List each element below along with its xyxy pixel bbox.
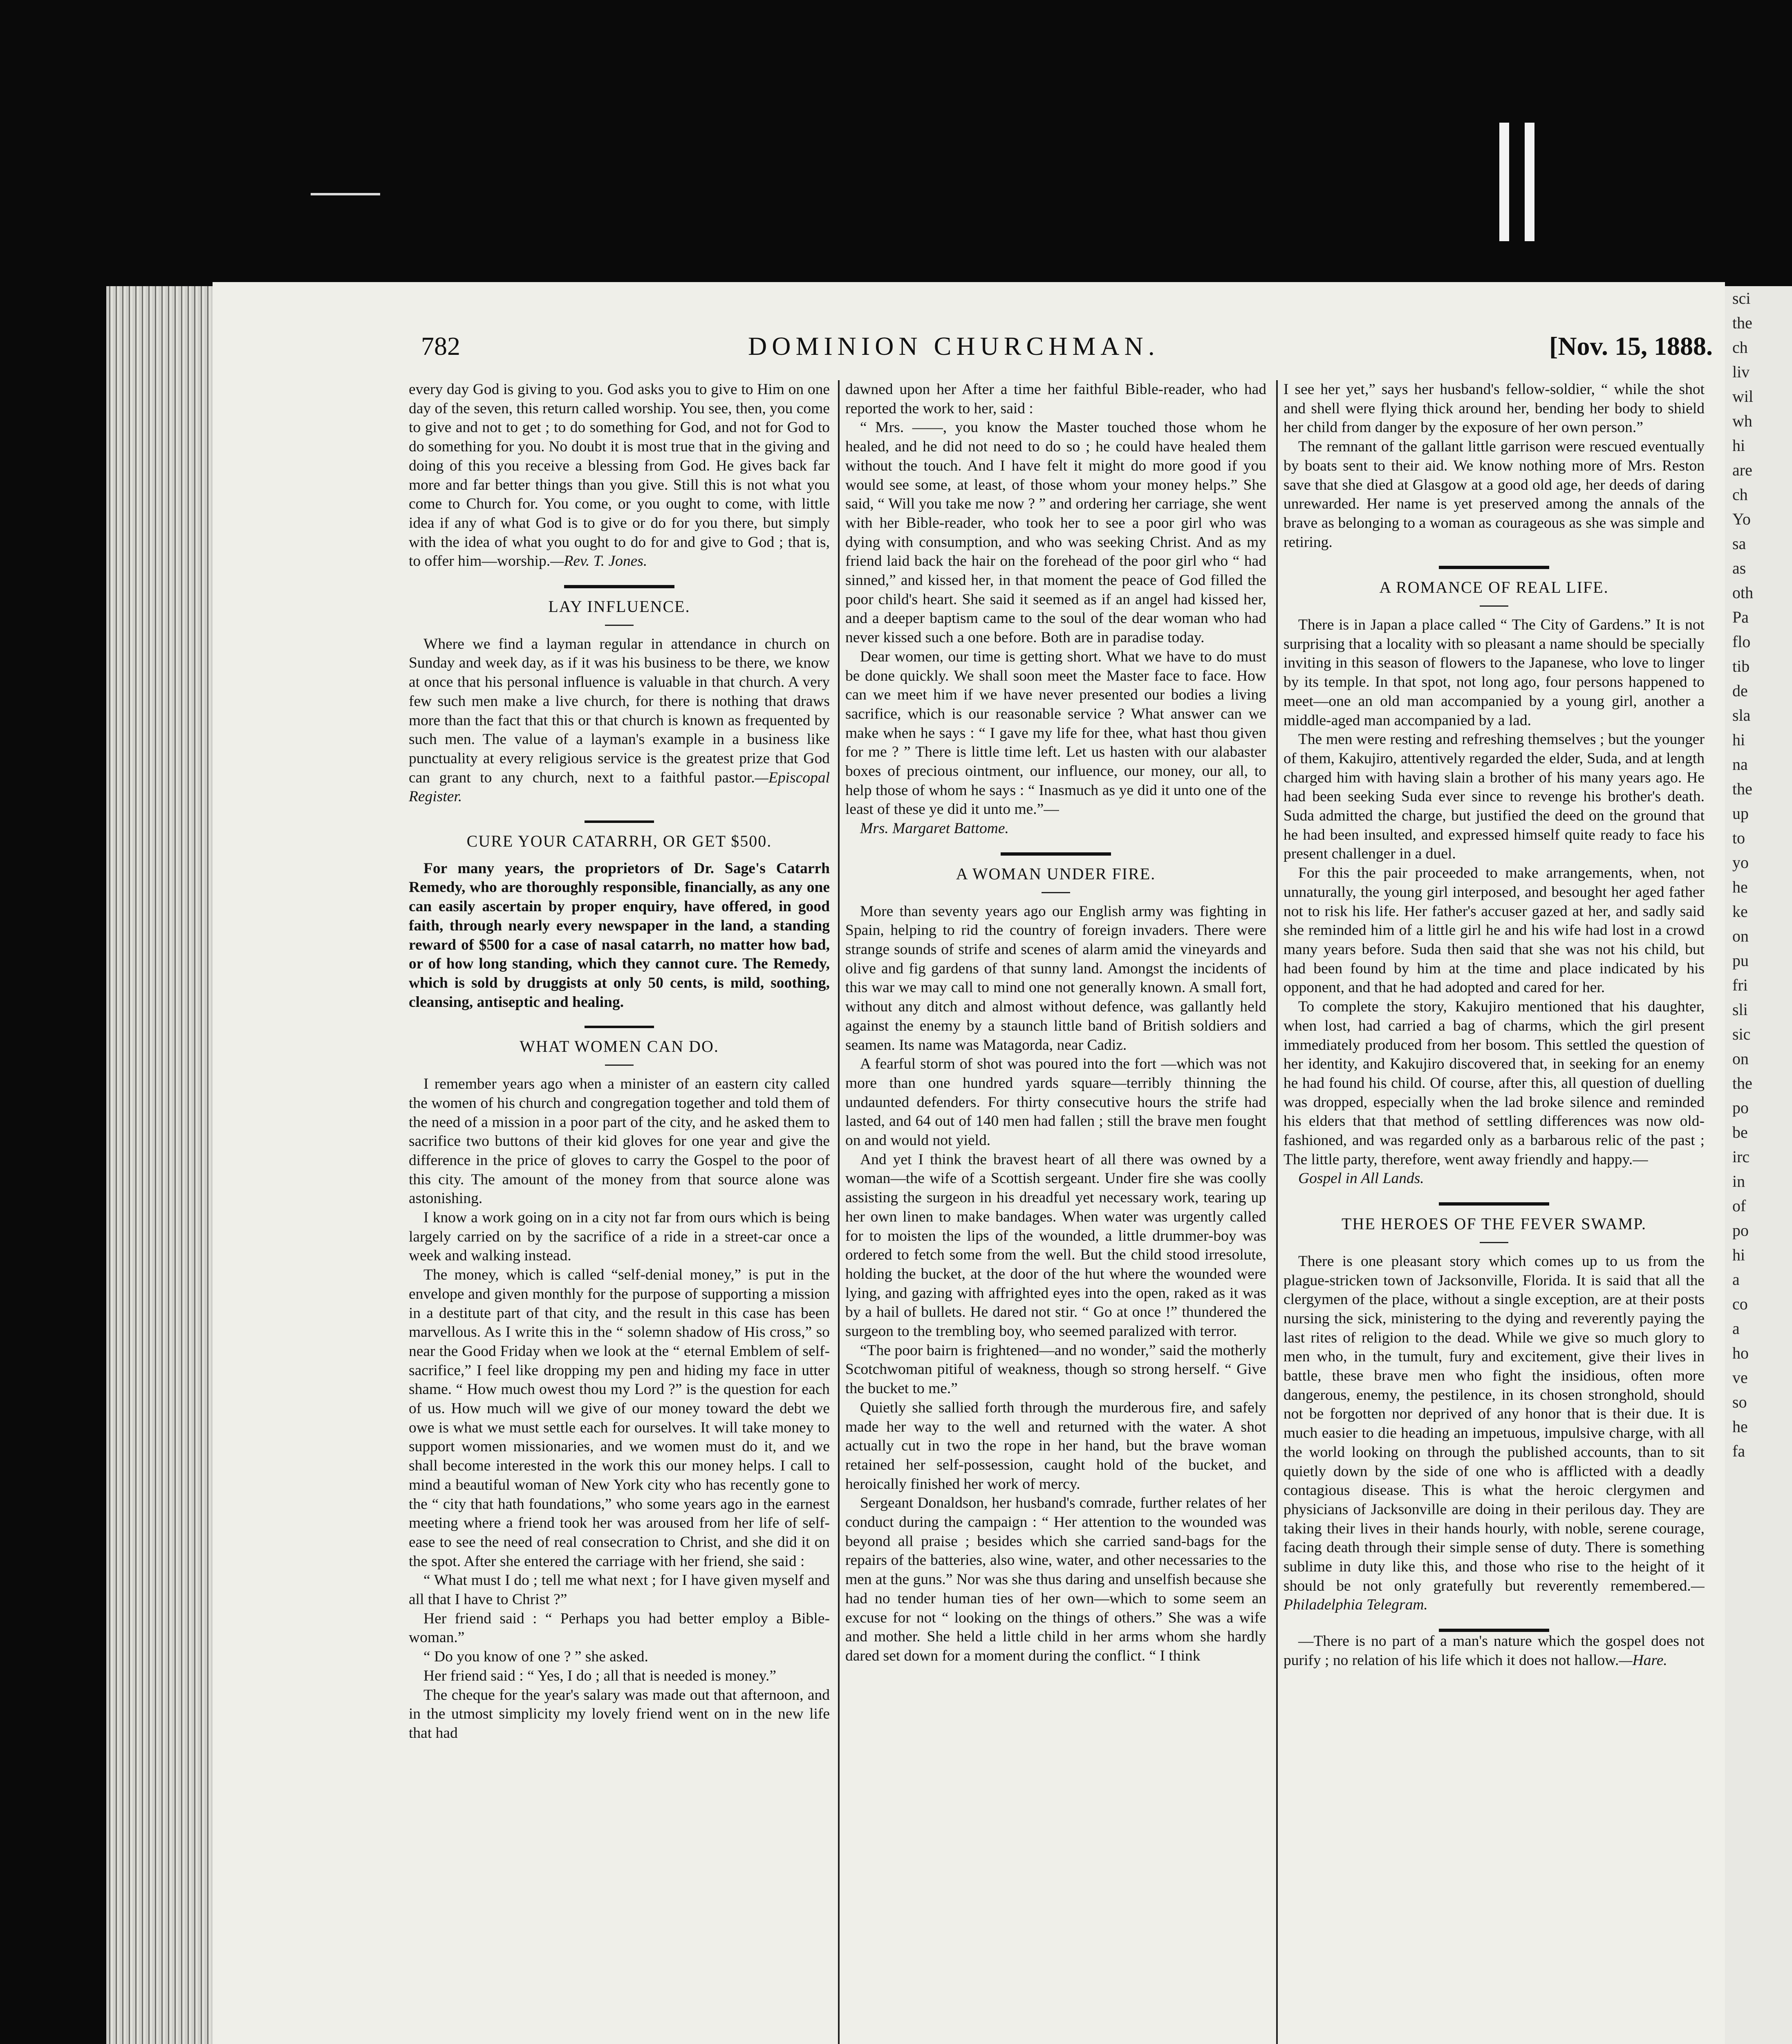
article-attribution: Gospel in All Lands.	[1298, 1170, 1424, 1187]
margin-fragment: po	[1732, 1221, 1749, 1239]
paragraph: To complete the story, Kakujiro mentioned that his daughter, when lost, had carried a bag of charms, which the girl present immediately produced from her bosom. This settled the question of her identity, and Kakujiro discovered that, in seeking for an enemy he had found his child. Of course, after this, all question of duelling was dropped, especially when the lad broke silence and reminded his elders that that method of settling differences was now old-fashioned, and was regarded only as a barbarous relic of the past ; The little party, therefore, went away friendly and happy.—	[1284, 998, 1705, 1168]
margin-fragment: on	[1732, 1049, 1749, 1068]
margin-fragment: pu	[1732, 951, 1749, 970]
margin-fragment: na	[1732, 755, 1748, 773]
paragraph: And yet I think the bravest heart of all there was owned by a woman—the wife of a Scottish sergeant. Under fire she was coolly assisting the surgeon in his dreadful yet necessary work, tearing up her own linen to make bandages. When water was urgently called for to moisten the lips of the wounded, a little drummer-boy was ordered to fetch some from the well. But the child stood irresolute, holding the bucket, at the door of the hut where the wounded were lying, and gazing with affrighted eyes into the open, raked as it was by a hail of bullets. He dared not stir. “ Go at once !” thundered the surgeon to the trembling boy, who seemed paralized with terror.	[845, 1151, 1266, 1340]
issue-date: [Nov. 15, 1888.	[1549, 332, 1713, 361]
paragraph: dawned upon her After a time her faithful Bible-reader, who had reported the work to her, said :	[845, 381, 1266, 417]
paragraph: “The poor bairn is frightened—and no wonder,” said the motherly Scotchwoman pitiful of weakness, though so strong herself. “ Give the bucket to me.”	[845, 1342, 1266, 1397]
margin-fragment: wil	[1732, 387, 1754, 406]
margin-fragment: be	[1732, 1123, 1748, 1141]
paragraph: The men were resting and refreshing themselves ; but the younger of them, Kakujiro, attentively regarded the elder, Suda, and at length charged him with having slain a brother of his many years ago. He had been seeking Suda ever since to revenge his brother's death. Suda admitted the charge, but justified the deed on the ground that he had been insulted, and expressed himself quite ready to face his present challenger in a duel.	[1284, 731, 1705, 863]
margin-fragment: wh	[1732, 412, 1752, 430]
heading-woman-under-fire: A WOMAN UNDER FIRE.	[956, 864, 1156, 883]
heading-lay-influence: LAY INFLUENCE.	[548, 597, 690, 616]
margin-fragment: ho	[1732, 1344, 1749, 1362]
paragraph: The cheque for the year's salary was made out that afternoon, and in the utmost simplicity my lovely friend went on in the new life that had	[409, 1686, 830, 1741]
column-rule-2	[1276, 380, 1278, 2044]
margin-fragment: to	[1732, 829, 1745, 847]
paragraph: Quietly she sallied forth through the murderous fire, and safely made her way to the well and returned with the water. A shot actually cut in two the rope in her hand, but the brave woman retained her self-possession, caught hold of the bucket, and heroically finished her work of mercy.	[845, 1399, 1266, 1493]
article-body-heroes: There is one pleasant story which comes up to us from the plague-stricken town of Jacksonville, Florida. It is said that all the clergymen of the place, without a single exception, are at their posts nursing the sick, ministering to the dying and reverently paying the last rites of religion to the dead. While we give so much glory to men who, in the tumult, fury and excitement, give their lives in battle, these brave men who fight the insidious, often more dangerous, enemy, the pestilence, in its chosen stronghold, should not be forgotten nor deprived of any honor that is their due. It is much easier to die heading an impetuous, impulsive charge, with all the world looking on through the published accounts, than to sit quietly down by the side of one who is afflicted with a deadly contagious disease. This is what the heroic clergymen and physicians of Jacksonville are doing in their perilous day. They are taking their lives in their hands hourly, with noble, serene courage, facing death through their simple sense of duty. There is something sublime in duty like this, and those who rise to the height of it should be not only gratefully but reverently remembered.—Philadelphia Telegram.	[1284, 1253, 1705, 1614]
margin-fragment: de	[1732, 681, 1748, 700]
paragraph: The remnant of the gallant little garrison were rescued eventually by boats sent to their aid. We know nothing more of Mrs. Reston save that she died at Glasgow at a good old age, her deeds of daring unrewarded. Her name is yet preserved among the annals of the brave as belonging to a woman as courageous as she was simple and retiring.	[1284, 438, 1705, 551]
paragraph: I remember years ago when a minister of an eastern city called the women of his church and congregation together and told them of the need of a mission in a poor part of the city, and he asked them to sacrifice two buttons of their kid gloves for one year and give the difference in the price of gloves to carry the Gospel to the poor of this city. The amount of the money from that source alone was astonishing.	[409, 1076, 830, 1207]
section-divider	[585, 1026, 654, 1028]
heading-romance-real-life: A ROMANCE OF REAL LIFE.	[1379, 578, 1609, 597]
margin-fragment: co	[1732, 1295, 1748, 1313]
margin-fragment: he	[1732, 878, 1748, 896]
margin-fragment: fa	[1732, 1442, 1745, 1460]
margin-fragment: ke	[1732, 902, 1748, 921]
margin-fragment: hi	[1732, 731, 1745, 749]
intro-attribution: —Rev. T. Jones.	[550, 553, 647, 570]
margin-fragment: sic	[1732, 1025, 1751, 1043]
paragraph: The money, which is called “self-denial money,” is put in the envelope and given monthly for the purpose of supporting a mission in a destitute part of that city, and the result in this case has been marvellous. As I write this in the “ solemn shadow of His cross,” so near the Good Friday when we look at the “ eternal Emblem of self-sacrifice,” I feel like dropping my pen and hiding my face in utter shame. “ How much owest thou my Lord ?” is the question for each of us. How much will we give of our money toward the debt we owe is what we must settle each for ourselves. It will take money to support women missionaries, and we women must do it, and we shall become interested in the work this our money helps. I call to mind a beautiful woman of New York city who has recently gone to the “ city that hath foundations,” who some years ago in the earnest meeting where a friend took her was aroused from her life of self-ease to see the need of real consecration to Christ, and she did it on the spot. After she entered the carriage with her friend, she said :	[409, 1266, 830, 1570]
heading-what-women-can-do: WHAT WOMEN CAN DO.	[520, 1037, 719, 1056]
paragraph: For this the pair proceeded to make arrangements, when, not unnaturally, the young girl interposed, and besought her aged father not to risk his life. Her father's accuser gazed at her, and sadly said she reminded him of a little girl he and his wife had lost in a crowd many years before. Suda then said that she was not his child, but had been found by him at the time and place indicated by his opponent, and that he had adopted and cared for her.	[1284, 865, 1705, 996]
paragraph: A fearful storm of shot was poured into the fort —which was not more than one hundred yards square—terribly thinning the undaunted defenders. For thirty consecutive hours the strife had lasted, and 64 out of 140 men had fallen ; still the brave men fought on and would not yield.	[845, 1056, 1266, 1149]
paragraph: I know a work going on in a city not far from ours which is being largely carried on by the sacrifice of a ride in a street-car once a week and walking instead.	[409, 1209, 830, 1264]
margin-fragment: tib	[1732, 657, 1750, 675]
margin-fragment: yo	[1732, 853, 1749, 872]
lay-attribution: —Episcopal Register.	[409, 769, 830, 805]
heading-rule	[605, 1065, 634, 1066]
heading-heroes-fever-swamp: THE HEROES OF THE FEVER SWAMP.	[1342, 1215, 1646, 1233]
section-divider	[1439, 566, 1549, 569]
margin-fragment: up	[1732, 804, 1749, 823]
heading-rule	[1480, 605, 1508, 607]
heading-rule	[1480, 1242, 1508, 1243]
scan-marker-top-left	[1499, 123, 1509, 241]
margin-fragment: a	[1732, 1270, 1740, 1289]
heading-cure-catarrh: CURE YOUR CATARRH, OR GET $500.	[466, 832, 772, 851]
paragraph: Dear women, our time is getting short. What we have to do must be done quickly. We shall soon meet the Master face to face. How can we meet him if we have never presented our bodies a living sacrifice, which is our reasonable service ? What answer can we make when he says : “ I gave my life for thee, what hast thou given for me ? ” There is little time left. Let us hasten with our alabaster boxes of precious ointment, our influence, our money, our all, to help those of whom he says : “ Inasmuch as ye did it unto one of the least of these ye did it unto me.”—	[845, 648, 1266, 818]
margin-fragment: ch	[1732, 485, 1748, 504]
article-attribution: Mrs. Margaret Battome.	[860, 820, 1009, 837]
margin-fragment: hi	[1732, 436, 1745, 455]
heading-rule	[1042, 892, 1070, 893]
margin-fragment: sa	[1732, 534, 1746, 553]
margin-fragment: fri	[1732, 976, 1748, 994]
margin-fragment: on	[1732, 927, 1749, 945]
heroes-attribution: —Philadelphia Telegram.	[1284, 1577, 1705, 1614]
quotation-hare: —There is no part of a man's nature which the gospel does not purify ; no relation of his life which it does not hallow.—Hare.	[1284, 1633, 1705, 1669]
margin-fragment: oth	[1732, 583, 1754, 602]
margin-fragment: a	[1732, 1319, 1740, 1338]
margin-fragment: of	[1732, 1197, 1746, 1215]
section-divider	[564, 585, 674, 588]
facing-page-fragment	[1725, 286, 1792, 2044]
running-header	[421, 331, 1713, 368]
book-page-edges	[106, 286, 217, 2044]
paragraph: Sergeant Donaldson, her husband's comrade, further relates of her conduct during the campaign : “ Her attention to the wounded was beyond all praise ; besides which she carried sand-bags for the repairs of the batteries, also wine, water, and other necessaries to the men at the guns.” Nor was she thus daring and unselfish because she had no tender human ties of her own—which to some seem an excuse for not “ looking on the things of others.” She was a wife and mother. She held a little child in her arms whom she hardly dared set down for a moment during the conflict. “ I think	[845, 1495, 1266, 1664]
margin-fragment: Pa	[1732, 608, 1749, 626]
margin-fragment: Yo	[1732, 510, 1751, 528]
margin-fragment: liv	[1732, 363, 1750, 381]
column-rule-1	[838, 380, 840, 2044]
scan-artifact-line	[311, 193, 380, 195]
paragraph: “ Do you know of one ? ” she asked.	[423, 1648, 648, 1665]
hare-attribution: —Hare.	[1619, 1652, 1667, 1669]
margin-fragment: ve	[1732, 1368, 1748, 1387]
column-3	[1284, 380, 1705, 2044]
paragraph: There is in Japan a place called “ The City of Gardens.” It is not surprising that a locality with so pleasant a name should be specially inviting in this season of flowers to the Japanese, who love to linger by its temple. In that spot, not long ago, four persons happened to meet—one an old man accompanied by a young girl, another a middle-aged man accompanied by a lad.	[1284, 616, 1705, 729]
section-divider	[1001, 852, 1111, 856]
section-divider	[1439, 1202, 1549, 1206]
paragraph: “ What must I do ; tell me what next ; for I have given myself and all that I have to Christ ?”	[409, 1572, 830, 1608]
paragraph: Her friend said : “ Perhaps you had better employ a Bible-woman.”	[409, 1610, 830, 1646]
paragraph: More than seventy years ago our English army was fighting in Spain, helping to rid the country of foreign invaders. There were strange sounds of strife and scenes of alarm amid the vineyards and olive and fig gardens of that sunny land. Amongst the incidents of this war we may call to mind one not generally known. A small fort, without any ditch and almost without defence, was gallantly held against the enemy by a staunch little band of British soldiers and seamen. Its name was Matagorda, near Cadiz.	[845, 903, 1266, 1053]
heading-rule	[605, 625, 634, 626]
section-divider	[1439, 1629, 1549, 1632]
margin-fragment: the	[1732, 314, 1752, 332]
page-number: 782	[421, 332, 460, 361]
margin-fragment: ch	[1732, 338, 1748, 356]
margin-fragment: the	[1732, 780, 1752, 798]
margin-fragment: as	[1732, 559, 1746, 577]
margin-fragment: so	[1732, 1393, 1747, 1411]
paragraph: I see her yet,” says her husband's fellow-soldier, “ while the shot and shell were flying thick around her, bending her body to shield her child from danger by the exposure of her own person.”	[1284, 381, 1705, 436]
margin-fragment: hi	[1732, 1246, 1745, 1264]
margin-fragment: sci	[1732, 289, 1751, 307]
article-body-lay-influence: Where we find a layman regular in attendance in church on Sunday and week day, as if it was his business to be there, we know at once that his personal influence is valuable in that church. A very few such men make a live church, for there is nothing that draws more than the fact that this or that church is known as frequented by such men. The value of a layman's example in a business like punctuality at every religious service is the greatest prize that God can grant to any church, next to a faithful pastor.—Episcopal Register.	[409, 635, 830, 805]
paragraph: “ Mrs. ——, you know the Master touched those whom he healed, and he did not need to do so ; he could have healed them without the touch. And I have felt it might do more good if you would see some, at least, of those whom your money helps.” She said, “ Will you take me now ? ” and ordering her carriage, she went with her Bible-reader, who took her to see a poor girl who was dying with consumption, and who was seeking Christ. And as my friend laid back the hair on the forehead of the poor girl who “ had sinned,” and kissed her, in that moment the peace of God filled the poor child's heart. She said it seemed as if an angel had kissed her, and a deeper baptism came to the soul of the dear woman who had never kissed such a one before. Both are in paradise today.	[845, 419, 1266, 646]
margin-fragment: are	[1732, 461, 1752, 479]
margin-fragment: flo	[1732, 632, 1751, 651]
margin-fragment: po	[1732, 1098, 1749, 1117]
margin-fragment: he	[1732, 1417, 1748, 1436]
margin-fragment: the	[1732, 1074, 1752, 1092]
article-continuation: every day God is giving to you. God asks you to give to Him on one day of the seven, this return called worship. You see, then, you come to give and not to get ; to do something for God, and not for God to do something for you. No doubt it is most true that in the giving and doing of this you receive a blessing from God. He gives back far more and far better things than you give. Still this is not what you come to Church for. You come, or you ought to come, with little idea if any of what God is to give or do for you there, but simply with the idea of what you ought to do for and give to God ; that is, to offer him—worship.—Rev. T. Jones.	[409, 381, 830, 570]
column-1	[409, 380, 830, 2044]
column-2	[845, 380, 1266, 2044]
margin-fragment: irc	[1732, 1148, 1750, 1166]
advertisement-catarrh: For many years, the proprietors of Dr. Sage's Catarrh Remedy, who are thoroughly responsible, financially, as any one can easily ascertain by proper enquiry, have offered, in good faith, through nearly every newspaper in the land, a standing reward of $500 for a case of nasal catarrh, no matter how bad, or of how long standing, which they cannot cure. The Remedy, which is sold by druggists at only 50 cents, is mild, soothing, cleansing, antiseptic and healing.	[409, 860, 830, 1011]
margin-fragment: sli	[1732, 1000, 1748, 1019]
margin-fragment: in	[1732, 1172, 1745, 1190]
scan-marker-top-right	[1525, 123, 1534, 241]
margin-fragment: sla	[1732, 706, 1751, 724]
section-divider	[585, 820, 654, 823]
publication-title: DOMINION CHURCHMAN.	[748, 332, 1160, 361]
paragraph: Her friend said : “ Yes, I do ; all that is needed is money.”	[423, 1667, 776, 1684]
